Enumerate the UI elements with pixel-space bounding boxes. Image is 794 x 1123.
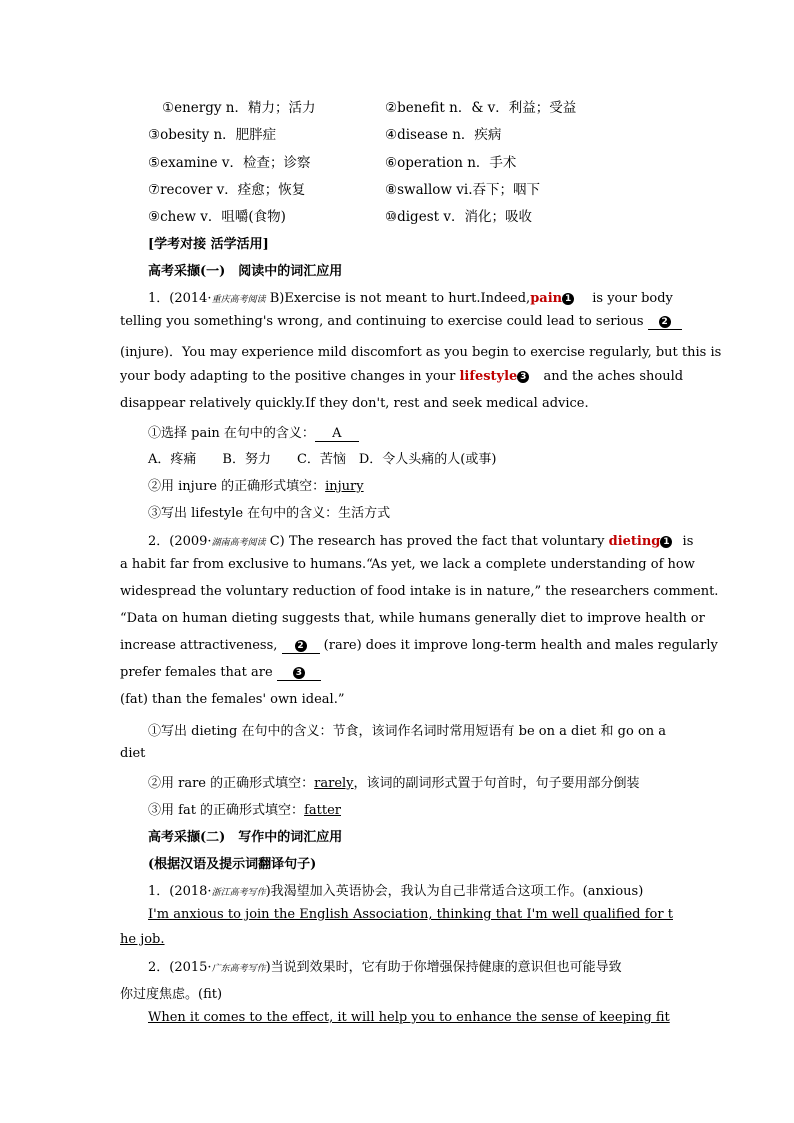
vocab-item: ④disease n．疾病 xyxy=(385,127,502,143)
q1-answer-1: ①选择 pain 在句中的含义： A xyxy=(148,422,359,442)
q1-options: A．疼痛 B．努力 C．苦恼 D．令人头痛的人(或事) xyxy=(148,452,497,467)
q2-line6: prefer females that are 3 xyxy=(120,665,321,681)
q2-line3: widespread the voluntary reduction of food intake is in nature,” the researchers comment. xyxy=(120,584,719,599)
part2-title: 高考采撷(二) 写作中的词汇应用 xyxy=(148,830,343,845)
vocab-item: ⑨chew v．咀嚼(食物) xyxy=(148,209,286,225)
answer-text: injury xyxy=(325,479,364,494)
q2-line1: 2．(2009·湖南高考阅读 C) The research has proved the fact that voluntary dieting 1 is xyxy=(148,534,694,549)
vocab-item: ③obesity n．肥胖症 xyxy=(148,127,277,143)
q2-answer-1-cont: diet xyxy=(120,746,146,761)
answer-text: rarely xyxy=(314,776,354,791)
q2-keyword-dieting: dieting xyxy=(608,534,661,549)
q1-keyword-lifestyle: lifestyle xyxy=(459,369,518,384)
vocab-item: ⑤examine v．检查；诊察 xyxy=(148,155,311,171)
vocab-item: ⑩digest v．消化；吸收 xyxy=(385,209,532,225)
w2-prompt-cont: 你过度焦虑。(fit) xyxy=(120,987,223,1002)
vocab-item: ①energy n．精力；活力 xyxy=(162,100,316,116)
q1-keyword-pain: pain xyxy=(530,291,563,306)
q1-line4: your body adapting to the positive changes in your lifestyle 3 and the aches should xyxy=(120,369,684,384)
q2-source: 湖南高考阅读 xyxy=(211,538,266,548)
q2-line7: (fat) than the females' own ideal.” xyxy=(120,692,345,707)
w2-prompt: 2．(2015·广东高考写作)当说到效果时，它有助于你增强保持健康的意识但也可能导致 xyxy=(148,960,622,975)
blank-2: 2 xyxy=(648,314,682,330)
vocab-item: ⑥operation n．手术 xyxy=(385,155,517,171)
q1-line1: 1．(2014·重庆高考阅读 B)Exercise is not meant to hurt.Indeed,pain 1 is your body xyxy=(148,291,673,306)
q1-line2: telling you something's wrong, and continuing to exercise could lead to serious 2 xyxy=(120,314,682,330)
q2-line4: “Data on human dieting suggests that, while humans generally diet to improve health or xyxy=(120,611,705,626)
w1-source: 浙江高考写作 xyxy=(211,888,266,898)
q1-answer-3: ③写出 lifestyle 在句中的含义：生活方式 xyxy=(148,506,391,521)
q2-line5: increase attractiveness, 2 (rare) does it improve long-term health and males regularly xyxy=(120,638,718,653)
q2-answer-2: ②用 rare 的正确形式填空：rarely，该词的副词形式置于句首时，句子要用部分倒装 xyxy=(148,776,640,791)
w1-prompt: 1．(2018·浙江高考写作)我渴望加入英语协会，我认为自己非常适合这项工作。(anxious) xyxy=(148,884,644,899)
section-title: [学考对接 活学活用] xyxy=(148,237,269,252)
answer-blank: A xyxy=(315,426,359,442)
marker-1: 1 xyxy=(562,293,574,305)
q1-line3: (injure)．You may experience mild discomfort as you begin to exercise regularly, but this is xyxy=(120,345,722,360)
vocab-item: ②benefit n．& v．利益；受益 xyxy=(385,100,577,116)
part2-note: (根据汉语及提示词翻译句子) xyxy=(148,857,317,872)
vocab-item: ⑦recover v．痊愈；恢复 xyxy=(148,182,306,198)
q1-answer-2: ②用 injure 的正确形式填空：injury xyxy=(148,479,364,494)
w1-answer-line1: I'm anxious to join the English Association, thinking that I'm well qualified for t xyxy=(148,907,673,922)
vocab-item: ⑧swallow vi.吞下；咽下 xyxy=(385,182,540,198)
q2-answer-3: ③用 fat 的正确形式填空：fatter xyxy=(148,803,341,818)
part1-title: 高考采撷(一) 阅读中的词汇应用 xyxy=(148,264,343,279)
marker-1: 1 xyxy=(660,536,672,548)
w2-source: 广东高考写作 xyxy=(211,964,266,974)
q2-line2: a habit far from exclusive to humans.“As yet, we lack a complete understanding of how xyxy=(120,557,695,572)
answer-text: fatter xyxy=(304,803,341,818)
w2-answer-line1: When it comes to the effect, it will help you to enhance the sense of keeping fit xyxy=(148,1010,670,1025)
blank-3: 3 xyxy=(277,665,321,681)
q2-answer-1: ①写出 dieting 在句中的含义：节食，该词作名词时常用短语有 be on a diet 和 go on a xyxy=(148,724,667,739)
q1-source: 重庆高考阅读 xyxy=(211,295,266,305)
marker-3: 3 xyxy=(517,371,529,383)
w1-answer-line2: he job. xyxy=(120,932,165,947)
q1-line5: disappear relatively quickly.If they don't, rest and seek medical advice. xyxy=(120,396,589,411)
blank-2: 2 xyxy=(282,638,320,654)
